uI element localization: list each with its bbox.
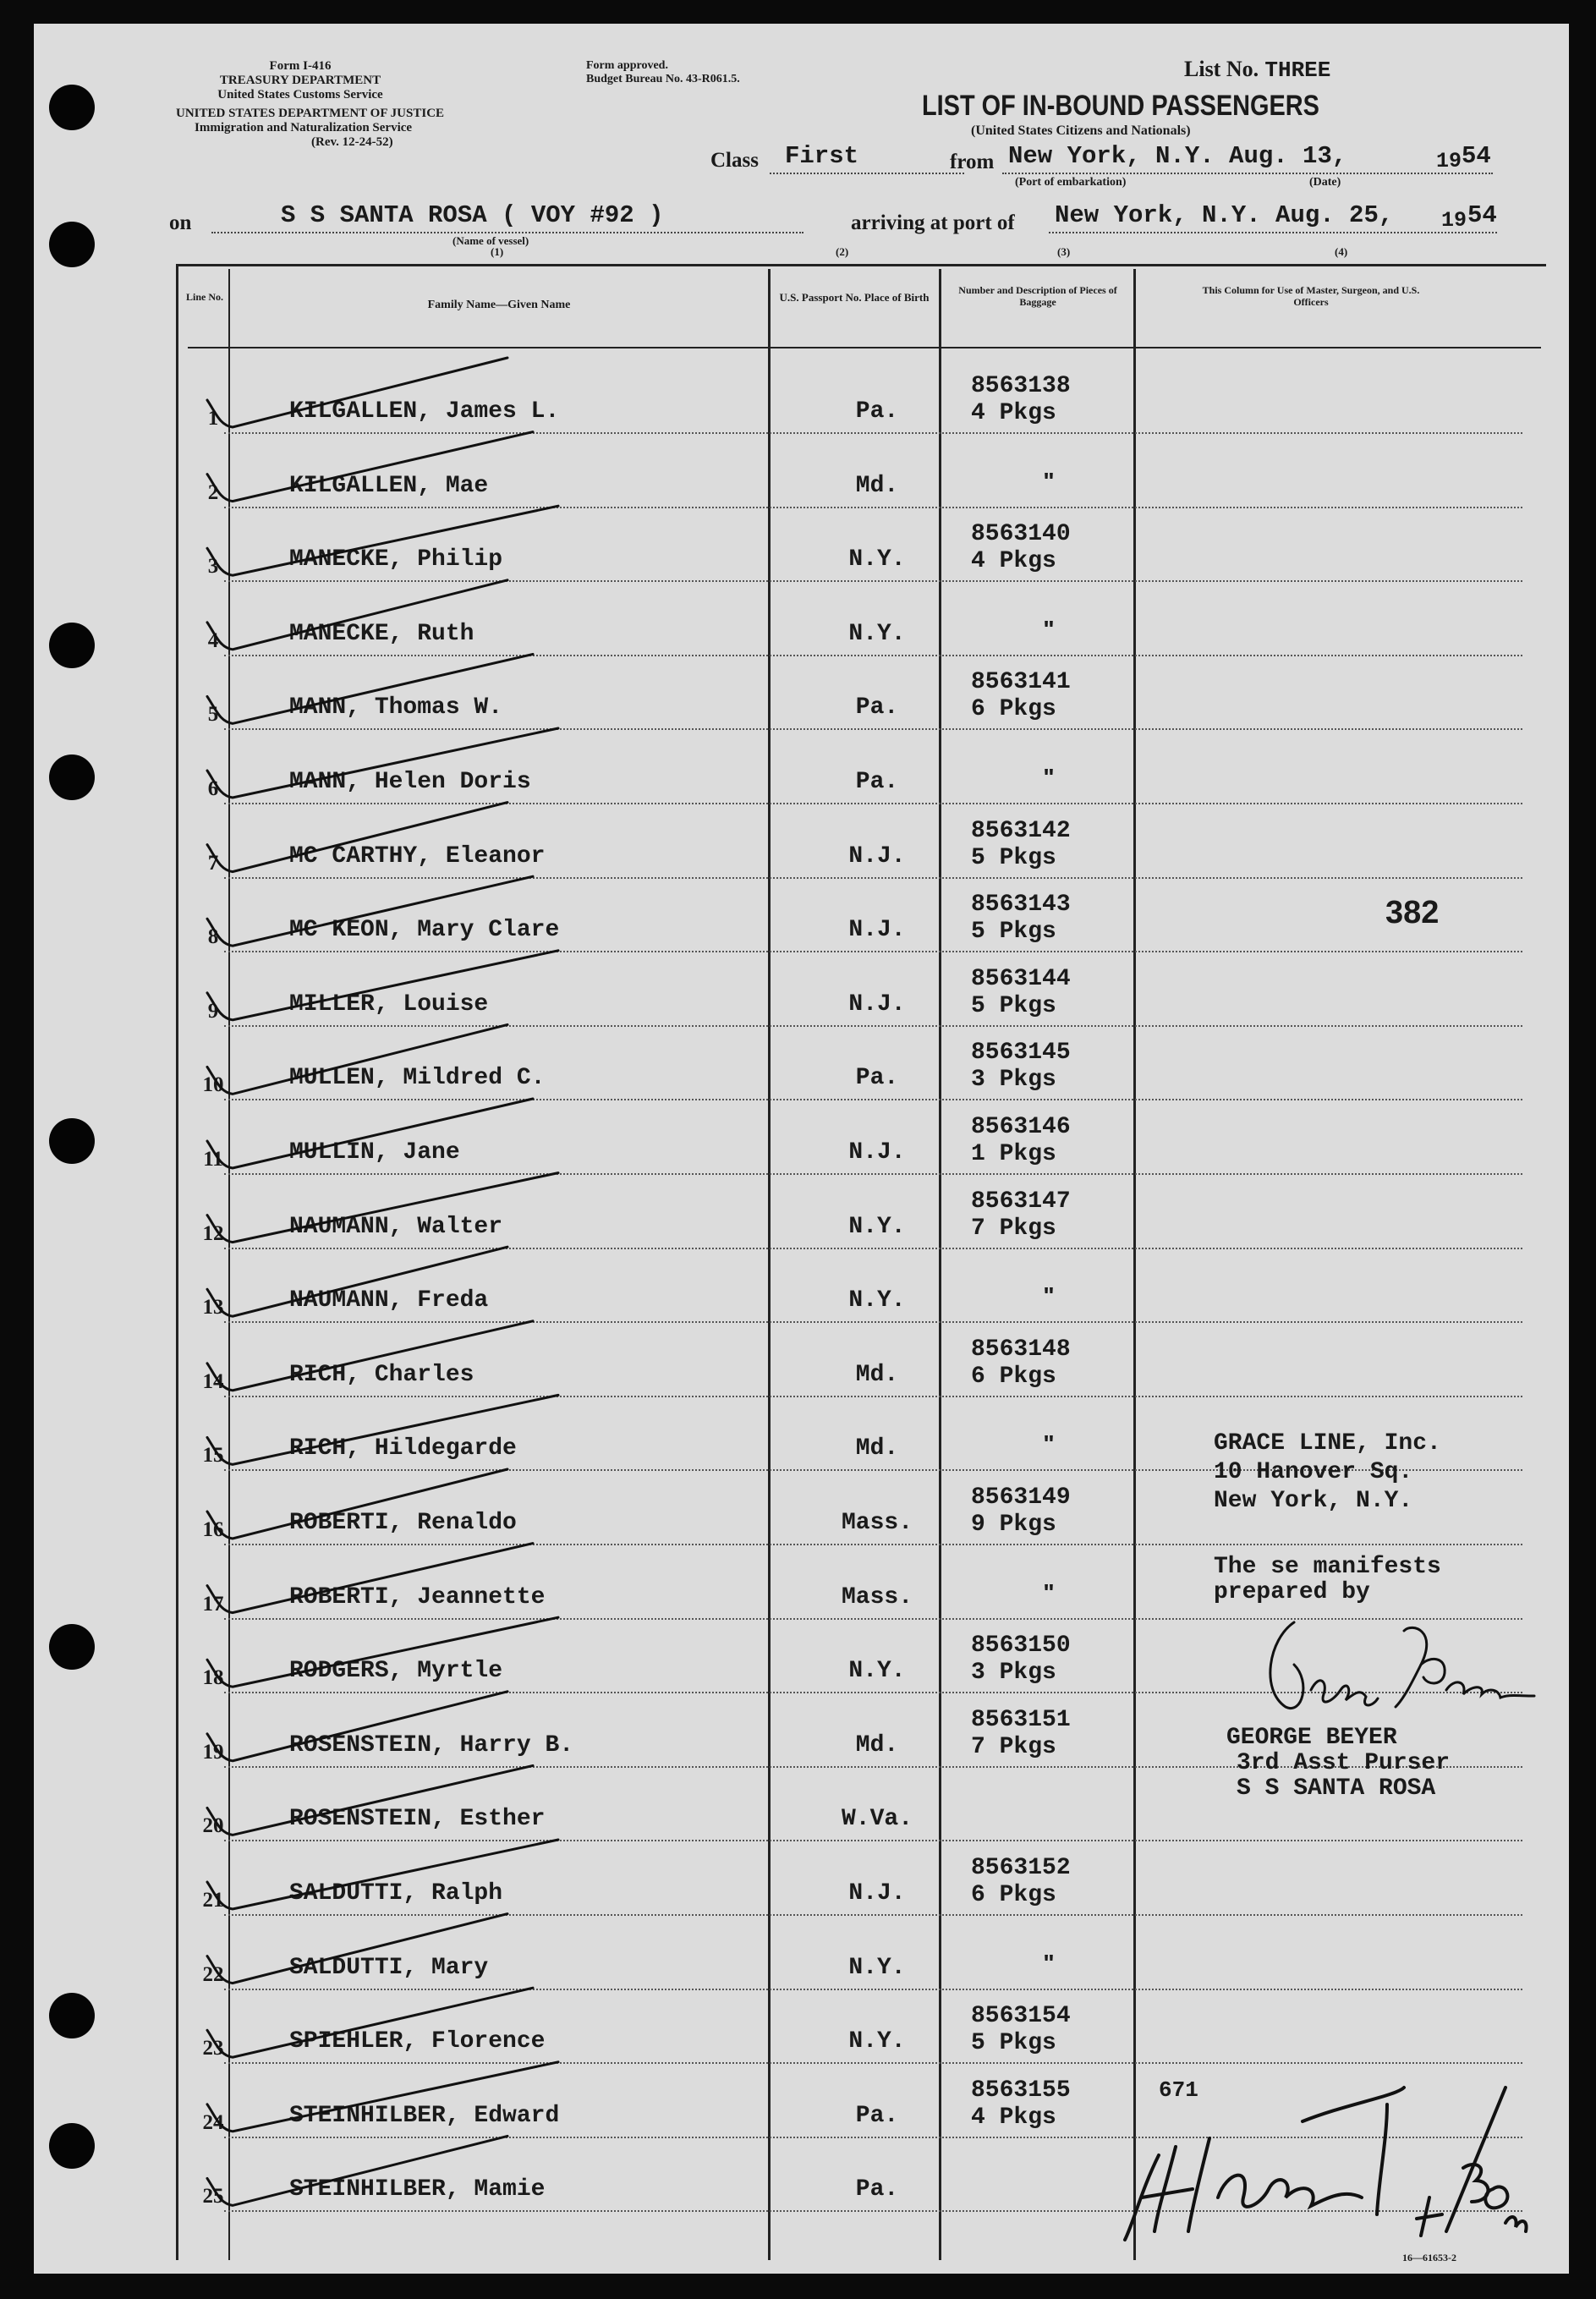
- line-number: 7: [207, 851, 219, 875]
- place-of-birth: N.Y.: [848, 1658, 906, 1685]
- line-number: 12: [202, 1221, 224, 1245]
- checkmark: [207, 876, 533, 946]
- arrival-value: New York, N.Y. Aug. 25,: [1055, 201, 1394, 229]
- checkmark: [207, 1247, 507, 1316]
- class-value: First: [785, 142, 859, 170]
- customs-service: United States Customs Service: [217, 88, 383, 102]
- baggage-number: 8563150: [971, 1632, 1071, 1660]
- line-number: 22: [202, 1962, 224, 1986]
- line-number: 11: [203, 1148, 223, 1171]
- passenger-name: KILGALLEN, James L.: [289, 398, 560, 425]
- port-caption: (Port of embarkation): [1015, 176, 1127, 189]
- line-number: 24: [202, 2110, 224, 2134]
- baggage-pieces: 6 Pkgs: [971, 1363, 1056, 1390]
- place-of-birth: Md.: [855, 472, 899, 499]
- line-number: 18: [202, 1666, 224, 1690]
- baggage-pieces: 6 Pkgs: [971, 696, 1056, 723]
- line-number: 14: [202, 1369, 224, 1393]
- place-of-birth: Mass.: [841, 1510, 913, 1536]
- place-of-birth: N.Y.: [848, 1954, 906, 1981]
- col-header-line: Line No.: [185, 291, 223, 303]
- baggage-pieces: 4 Pkgs: [971, 400, 1056, 426]
- line-number: 4: [207, 628, 219, 652]
- checkmark: [207, 1469, 507, 1539]
- checkmark: [207, 951, 558, 1020]
- binder-hole: [49, 754, 95, 800]
- passenger-name: ROBERTI, Jeannette: [289, 1583, 546, 1610]
- line-number: 1: [207, 407, 219, 430]
- ins: Immigration and Naturalization Service: [195, 121, 413, 134]
- place-of-birth: N.J.: [848, 917, 906, 944]
- budget-bureau: Budget Bureau No. 43-R061.5.: [586, 73, 740, 85]
- col3-num: (3): [1057, 245, 1071, 258]
- checkmark: [207, 803, 507, 872]
- binder-hole: [49, 1993, 95, 2038]
- passenger-name: ROSENSTEIN, Esther: [289, 1806, 546, 1833]
- line-number: 3: [207, 555, 219, 579]
- dept-justice: UNITED STATES DEPARTMENT OF JUSTICE: [176, 107, 445, 120]
- from-value: New York, N.Y. Aug. 13,: [1008, 142, 1347, 170]
- place-of-birth: N.Y.: [848, 2028, 906, 2055]
- place-of-birth: N.Y.: [848, 546, 906, 573]
- baggage-number: 8563152: [971, 1855, 1071, 1881]
- line-number: 17: [202, 1592, 224, 1616]
- ditto-mark: ": [1043, 1578, 1055, 1605]
- baggage-extra: 671: [1159, 2077, 1198, 2103]
- place-of-birth: Md.: [855, 1361, 899, 1388]
- passenger-name: MC KEON, Mary Clare: [289, 917, 560, 944]
- baggage-number: 8563154: [971, 2003, 1071, 2030]
- line-number: 25: [202, 2185, 224, 2208]
- place-of-birth: N.Y.: [848, 1213, 906, 1240]
- from-year: 54: [1462, 142, 1491, 170]
- passenger-name: RICH, Hildegarde: [289, 1435, 517, 1462]
- place-of-birth: Pa.: [855, 2102, 899, 2129]
- baggage-pieces: 9 Pkgs: [971, 1512, 1056, 1538]
- col-header-name: Family Name—Given Name: [427, 299, 571, 311]
- checkmark: [207, 1544, 533, 1613]
- baggage-pieces: 7 Pkgs: [971, 1215, 1056, 1242]
- baggage-pieces: 5 Pkgs: [971, 2030, 1056, 2057]
- manifest-page: [34, 24, 1569, 2274]
- passenger-name: MANECKE, Philip: [289, 546, 503, 573]
- line-number: 13: [202, 1296, 224, 1320]
- place-of-birth: Pa.: [855, 398, 899, 425]
- place-of-birth: N.J.: [848, 1880, 906, 1907]
- page-subtitle: (United States Citizens and Nationals): [971, 123, 1191, 138]
- baggage-number: 8563155: [971, 2077, 1071, 2104]
- line-number: 6: [207, 777, 219, 800]
- baggage-pieces: 3 Pkgs: [971, 1067, 1056, 1094]
- checkmark: [207, 1024, 507, 1094]
- place-of-birth: Pa.: [855, 1065, 899, 1092]
- baggage-number: 8563141: [971, 669, 1071, 696]
- treasury-dept: TREASURY DEPARTMENT: [219, 74, 381, 87]
- agent-address: 10 Hanover Sq.: [1214, 1459, 1413, 1485]
- place-of-birth: Pa.: [855, 2176, 899, 2203]
- binder-hole: [49, 2123, 95, 2169]
- arriving-label: arriving at port of: [851, 211, 1015, 234]
- passenger-name: MC CARTHY, Eleanor: [289, 842, 546, 870]
- place-of-birth: Mass.: [841, 1583, 913, 1610]
- agent-name: GRACE LINE, Inc.: [1214, 1430, 1441, 1457]
- baggage-number: 8563143: [971, 892, 1071, 919]
- agent-city: New York, N.Y.: [1214, 1488, 1413, 1514]
- list-no-label: List No.: [1184, 57, 1259, 81]
- place-of-birth: Pa.: [855, 769, 899, 795]
- baggage-pieces: 1 Pkgs: [971, 1141, 1056, 1167]
- from-label: from: [950, 151, 995, 173]
- checkmark: [207, 1395, 558, 1464]
- footer-code: 16—61653-2: [1402, 2252, 1456, 2263]
- binder-hole: [49, 1624, 95, 1670]
- vessel-name: S S SANTA ROSA ( VOY #92 ): [281, 201, 664, 229]
- ditto-mark: ": [1043, 467, 1055, 494]
- checkmarks-layer: [34, 24, 1569, 2274]
- vessel-caption: (Name of vessel): [452, 234, 529, 247]
- ditto-mark: ": [1043, 1949, 1055, 1976]
- baggage-pieces: 3 Pkgs: [971, 1660, 1056, 1687]
- date-caption: (Date): [1309, 176, 1341, 189]
- checkmark: [207, 506, 558, 575]
- form-approved: Form approved.: [586, 59, 668, 72]
- place-of-birth: W.Va.: [841, 1806, 913, 1833]
- place-of-birth: N.J.: [848, 842, 906, 870]
- arrival-year-prefix: 19: [1441, 208, 1467, 233]
- arrival-year: 54: [1467, 201, 1497, 229]
- passenger-name: MULLIN, Jane: [289, 1139, 460, 1166]
- binder-hole: [49, 623, 95, 668]
- col-header-passport: U.S. Passport No. Place of Birth: [779, 291, 930, 304]
- line-number: 8: [207, 925, 219, 949]
- place-of-birth: N.Y.: [848, 620, 906, 647]
- baggage-number: 8563142: [971, 817, 1071, 844]
- checkmark: [207, 1617, 558, 1687]
- line-number: 10: [202, 1073, 224, 1097]
- place-of-birth: Md.: [855, 1731, 899, 1759]
- passenger-name: ROSENSTEIN, Harry B.: [289, 1731, 574, 1759]
- checkmark: [207, 1840, 558, 1909]
- checkmark: [207, 432, 533, 502]
- binder-hole: [49, 1118, 95, 1164]
- place-of-birth: Pa.: [855, 694, 899, 722]
- place-of-birth: N.Y.: [848, 1287, 906, 1314]
- baggage-number: 8563149: [971, 1484, 1071, 1511]
- passenger-name: MANECKE, Ruth: [289, 620, 474, 647]
- passenger-name: KILGALLEN, Mae: [289, 472, 489, 499]
- baggage-number: 8563140: [971, 521, 1071, 548]
- passenger-name: MANN, Helen Doris: [289, 769, 531, 795]
- checkmark: [207, 654, 533, 723]
- signer-name: GEORGE BEYER: [1226, 1725, 1397, 1751]
- checkmark: [207, 1692, 507, 1761]
- prepared-line1: The se manifests: [1214, 1554, 1441, 1580]
- col-header-baggage: Number and Description of Pieces of Baggage: [958, 284, 1117, 308]
- ditto-mark: ": [1043, 1430, 1055, 1457]
- passenger-name: STEINHILBER, Mamie: [289, 2176, 546, 2203]
- stamp-number: 382: [1385, 895, 1440, 930]
- from-year-prefix: 19: [1436, 149, 1462, 173]
- passenger-name: MULLEN, Mildred C.: [289, 1065, 546, 1092]
- line-number: 5: [207, 703, 219, 727]
- passenger-name: STEINHILBER, Edward: [289, 2102, 560, 2129]
- passenger-name: SALDUTTI, Mary: [289, 1954, 489, 1981]
- checkmark: [207, 580, 507, 650]
- checkmark: [207, 1173, 558, 1243]
- baggage-number: 8563151: [971, 1706, 1071, 1733]
- baggage-pieces: 6 Pkgs: [971, 1882, 1056, 1908]
- baggage-number: 8563144: [971, 965, 1071, 992]
- place-of-birth: Md.: [855, 1435, 899, 1462]
- col-header-officers: This Column for Use of Master, Surgeon, and U.S. Officers: [1202, 284, 1420, 308]
- prepared-line2: prepared by: [1214, 1579, 1370, 1605]
- baggage-pieces: 4 Pkgs: [971, 548, 1056, 575]
- line-number: 20: [202, 1814, 224, 1838]
- ditto-mark: ": [1043, 764, 1055, 790]
- baggage-number: 8563145: [971, 1040, 1071, 1067]
- baggage-pieces: 5 Pkgs: [971, 844, 1056, 871]
- on-label: on: [169, 211, 192, 234]
- line-number: 15: [202, 1444, 224, 1468]
- col4-num: (4): [1335, 245, 1348, 258]
- baggage-pieces: 5 Pkgs: [971, 992, 1056, 1019]
- col2-num: (2): [836, 245, 849, 258]
- checkmark: [207, 1321, 533, 1391]
- passenger-name: SALDUTTI, Ralph: [289, 1880, 503, 1907]
- passenger-name: SPIEHLER, Florence: [289, 2028, 546, 2055]
- line-number: 16: [202, 1518, 224, 1541]
- passenger-name: MILLER, Louise: [289, 990, 489, 1018]
- class-label: Class: [710, 149, 759, 172]
- line-number: 19: [202, 1740, 224, 1764]
- ditto-mark: ": [1043, 615, 1055, 642]
- line-number: 21: [202, 1889, 224, 1912]
- passenger-name: RODGERS, Myrtle: [289, 1658, 503, 1685]
- baggage-number: 8563147: [971, 1188, 1071, 1215]
- checkmark: [207, 2136, 507, 2205]
- checkmark: [207, 1099, 533, 1168]
- place-of-birth: N.J.: [848, 990, 906, 1018]
- line-number: 23: [202, 2037, 224, 2060]
- place-of-birth: N.J.: [848, 1139, 906, 1166]
- checkmark: [207, 358, 507, 427]
- revision: (Rev. 12-24-52): [311, 135, 393, 149]
- baggage-number: 8563148: [971, 1336, 1071, 1363]
- passenger-name: RICH, Charles: [289, 1361, 474, 1388]
- binder-hole: [49, 222, 95, 267]
- list-no-value: THREE: [1264, 58, 1331, 83]
- binder-hole: [49, 85, 95, 130]
- signer-title: 3rd Asst Purser: [1237, 1750, 1451, 1776]
- passenger-name: NAUMANN, Walter: [289, 1213, 503, 1240]
- checkmark: [207, 728, 558, 798]
- passenger-name: ROBERTI, Renaldo: [289, 1510, 517, 1536]
- checkmark: [207, 1914, 507, 1984]
- line-number: 2: [207, 480, 219, 504]
- line-number: 9: [207, 999, 219, 1023]
- passenger-name: NAUMANN, Freda: [289, 1287, 489, 1314]
- baggage-pieces: 5 Pkgs: [971, 919, 1056, 946]
- baggage-number: 8563138: [971, 373, 1071, 399]
- col1-num: (1): [491, 245, 504, 258]
- baggage-number: 8563146: [971, 1114, 1071, 1140]
- baggage-pieces: 4 Pkgs: [971, 2104, 1056, 2131]
- checkmark: [207, 1765, 533, 1835]
- page-title: LIST OF IN-BOUND PASSENGERS: [922, 90, 1319, 122]
- form-number: Form I-416: [269, 59, 332, 73]
- signer-vessel: S S SANTA ROSA: [1237, 1775, 1436, 1802]
- checkmark: [207, 2062, 558, 2132]
- passenger-name: MANN, Thomas W.: [289, 694, 503, 722]
- checkmark: [207, 1988, 533, 2057]
- ditto-mark: ": [1043, 1282, 1055, 1309]
- baggage-pieces: 7 Pkgs: [971, 1733, 1056, 1760]
